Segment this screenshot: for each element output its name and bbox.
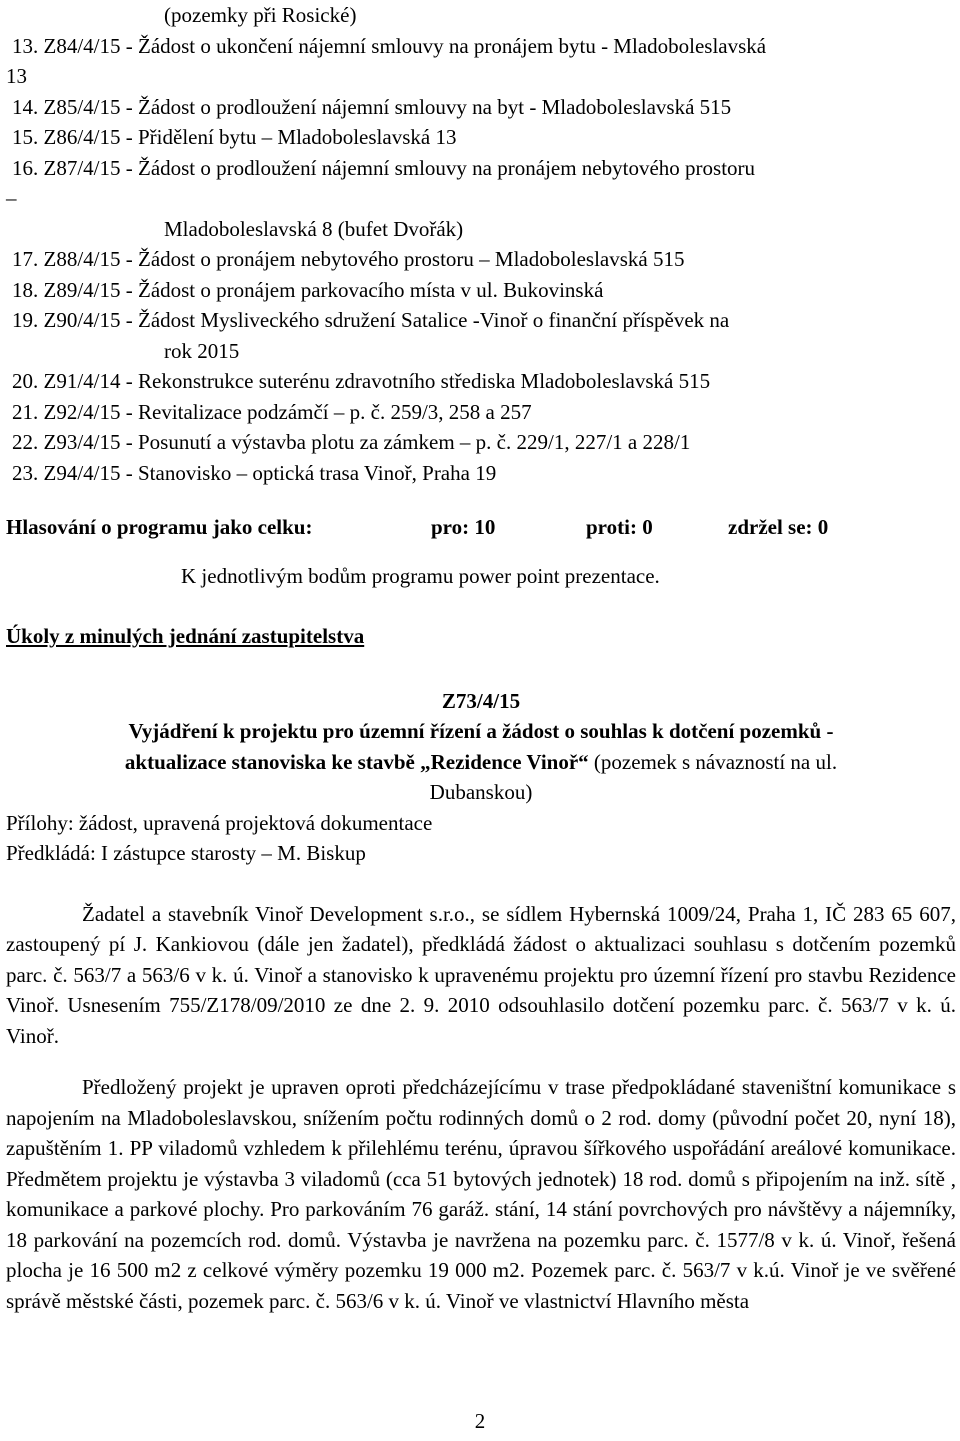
resolution-number: Z73/4/15: [441, 688, 521, 713]
vote-result-line: [6, 512, 956, 543]
agenda-item-19-wrap: rok 2015: [164, 338, 240, 363]
agenda-item-16-dash: –: [6, 186, 17, 210]
agenda-item-21: [6, 397, 956, 428]
agenda-item-number: 17.: [12, 247, 39, 271]
agenda-item-16-wrap: Mladoboleslavská 8 (bufet Dvořák): [164, 216, 464, 241]
agenda-list: [6, 31, 956, 489]
agenda-item-text: Z84/4/15 - Žádost o ukončení nájemní smlouvy na pronájem bytu - Mladoboleslavská: [43, 33, 767, 58]
agenda-item-text: Z88/4/15 - Žádost o pronájem nebytového prostoru – Mladoboleslavská 515: [43, 247, 685, 271]
agenda-item-text: Z91/4/14 - Rekonstrukce suterénu zdravotního střediska Mladoboleslavská 515: [43, 369, 711, 393]
presenter-line: Předkládá: I zástupce starosty – M. Biskup: [6, 841, 366, 865]
agenda-item-number: 18.: [12, 277, 39, 302]
agenda-item-text: Z86/4/15 - Přidělení bytu – Mladoboleslavská 13: [43, 125, 457, 149]
agenda-item-text: Z85/4/15 - Žádost o prodloužení nájemní smlouvy na byt - Mladoboleslavská 515: [43, 94, 732, 119]
agenda-continued-line: (pozemky při Rosické): [164, 3, 357, 27]
agenda-item-text: Z94/4/15 - Stanovisko – optická trasa Vinoř, Praha 19: [43, 460, 497, 485]
resolution-title-line2: [6, 747, 956, 778]
vote-abstain: zdržel se: 0: [728, 515, 829, 539]
agenda-item-number: 15.: [12, 125, 39, 149]
resolution-title-line1: Vyjádření k projektu pro územní řízení a žádost o souhlas k dotčení pozemků -: [128, 719, 834, 743]
agenda-item-text: Z90/4/15 - Žádost Mysliveckého sdružení Satalice -Vinoř o finanční příspěvek na: [43, 308, 730, 332]
agenda-item-20: [6, 366, 956, 397]
presentation-note: K jednotlivým bodům programu power point prezentace.: [181, 563, 660, 588]
agenda-item-text: Z93/4/15 - Posunutí a výstavba plotu za zámkem – p. č. 229/1, 227/1 a 228/1: [43, 430, 691, 454]
agenda-item-23: [6, 458, 956, 489]
agenda-item-number: 13.: [12, 33, 39, 58]
agenda-item-14: [6, 92, 956, 123]
agenda-item-number: 22.: [12, 430, 39, 454]
agenda-item-13-wrap: 13: [6, 64, 27, 88]
attachments-line: Přílohy: žádost, upravená projektová dokumentace: [6, 810, 433, 835]
resolution-title-line2-bold: aktualizace stanoviska ke stavbě „Rezidence Vinoř“: [124, 749, 589, 774]
agenda-item-19: [6, 305, 956, 336]
agenda-item-number: 20.: [12, 369, 39, 393]
vote-pro: pro: 10: [431, 515, 496, 539]
agenda-item-13: [6, 31, 956, 62]
body-paragraph-2: Předložený projekt je upraven oproti předcházejícímu v trase předpokládané staveništní komunikace s napojením na Mladoboleslavskou, snížením počtu rodinných domů o 2 rod. domy (původní počet 20, nyní 18), zapuštěním 1. PP viladomů vzhledem k přilehlému terénu, úpravou šířkového uspořádání areálové komunikace. Předmětem projektu je výstavba 3 viladomů (cca 51 bytových jednotek) 18 rod. domů s připojením na inž. sítě , komunikace a parkové plochy. Pro parkováním 76 garáž. stání, 14 stání povrchových pro návštěvy a nájemníky, 18 parkování na pozemcích rod. domů. Výstavba je navržena na pozemku parc. č. 1577/8 v k. ú. Vinoř, řešená plocha je 16 500 m2 z celkové výměry pozemku 19 000 m2. Pozemek parc. č. 563/7 v k.ú. Vinoř je ve svěřené správě městské části, pozemek parc. č. 563/6 v k. ú. Vinoř ve vlastnictví Hlavního města: [6, 1075, 956, 1313]
agenda-item-18: [6, 275, 956, 306]
agenda-item-number: 23.: [12, 460, 39, 485]
agenda-item-number: 14.: [12, 94, 39, 119]
vote-label: Hlasování o programu jako celku:: [6, 515, 313, 539]
agenda-item-16: [6, 153, 956, 184]
agenda-item-15: [6, 122, 956, 153]
page-number: 2: [474, 1409, 486, 1433]
vote-proti: proti: 0: [586, 515, 653, 539]
resolution-title-line3: Dubanskou): [429, 780, 533, 804]
agenda-item-number: 21.: [12, 399, 39, 424]
section-heading: Úkoly z minulých jednání zastupitelstva: [6, 624, 365, 648]
agenda-item-text: Z89/4/15 - Žádost o pronájem parkovacího místa v ul. Bukovinská: [43, 277, 604, 302]
body-paragraph-1: Žadatel a stavebník Vinoř Development s.r.o., se sídlem Hybernská 1009/24, Praha 1, IČ 283 65 607, zastoupený pí J. Kankiovou (dále jen žadatel), předkládá žádost o aktualizaci souhlasu s dotčením pozemků parc. č. 563/7 a 563/6 v k. ú. Vinoř a stanovisko k upravenému projektu pro územní řízení pro stavbu Rezidence Vinoř. Usnesením 755/Z178/09/2010 ze dne 2. 9. 2010 odsouhlasilo dotčení pozemku parc. č. 563/7 v k. ú. Vinoř.: [6, 901, 956, 1048]
agenda-item-17: [6, 244, 956, 275]
agenda-item-text: Z87/4/15 - Žádost o prodloužení nájemní smlouvy na pronájem nebytového prostoru: [43, 155, 756, 180]
agenda-item-22: [6, 427, 956, 458]
resolution-title: [6, 716, 956, 808]
agenda-item-text: Z92/4/15 - Revitalizace podzámčí – p. č. 259/3, 258 a 257: [43, 399, 532, 424]
agenda-item-number: 16.: [12, 155, 39, 180]
agenda-item-number: 19.: [12, 308, 39, 332]
resolution-title-line2-rest: (pozemek s návazností na ul.: [588, 749, 838, 774]
document-page: [6, 0, 956, 1337]
